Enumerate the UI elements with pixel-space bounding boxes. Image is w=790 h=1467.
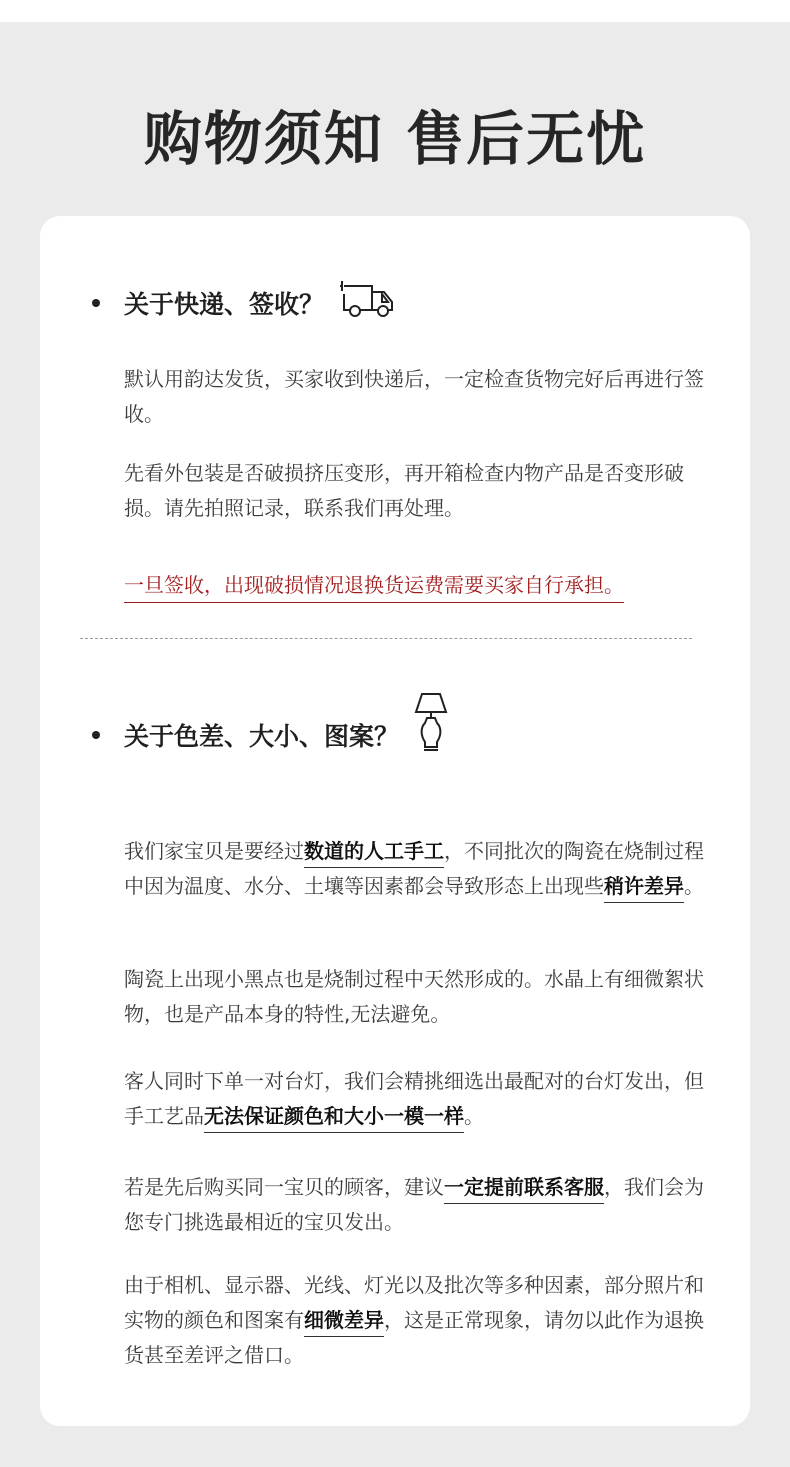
heading-text: 关于快递、签收？: [124, 290, 325, 319]
paragraph-delivery-1: 默认用韵达发货，买家收到快递后，一定检查货物完好后再进行签收。: [124, 367, 704, 426]
paragraph-color-2: 陶瓷上出现小黑点也是烧制过程中天然形成的。水晶上有细微絮状物，也是产品本身的特性,无法避免。: [124, 967, 704, 1026]
paragraph-delivery-2: 先看外包装是否破损挤压变形，再开箱检查内物产品是否变形破损。请先拍照记录，联系我们再处理。: [124, 461, 684, 520]
page-background: [0, 22, 790, 1467]
section-heading-color: [92, 712, 449, 758]
section-heading-delivery: [92, 280, 396, 326]
page-title: 购物须知 售后无忧: [143, 105, 647, 173]
dashed-divider: [80, 638, 692, 639]
paragraph-color-5: 由于相机、显示器、光线、灯光以及批次等多种因素，部分照片和实物的颜色和图案有细微差异，这是正常现象，请勿以此作为退换货甚至差评之借口。: [124, 1273, 704, 1367]
bullet-dot: [92, 731, 100, 739]
emphasis-text: 细微差异: [304, 1308, 384, 1337]
emphasis-text: 稍许差异: [604, 874, 684, 903]
lamp-icon: [413, 692, 449, 758]
bullet-dot: [92, 299, 100, 307]
paragraph-color-3: 客人同时下单一对台灯，我们会精挑细选出最配对的台灯发出，但手工艺品无法保证颜色和大小一模一样。: [124, 1064, 704, 1134]
truck-icon: [338, 280, 396, 326]
emphasis-text: 一定提前联系客服: [444, 1175, 604, 1204]
paragraph-color-4: 若是先后购买同一宝贝的顾客，建议一定提前联系客服，我们会为您专门挑选最相近的宝贝发出。: [124, 1175, 704, 1234]
emphasis-text: 数道的人工手工: [304, 839, 444, 868]
notice-card: [40, 216, 750, 1426]
emphasis-text: 无法保证颜色和大小一模一样: [204, 1104, 464, 1133]
warning-text: 一旦签收，出现破损情况退换货运费需要买家自行承担。: [124, 570, 624, 603]
paragraph-color-1: 我们家宝贝是要经过数道的人工手工，不同批次的陶瓷在烧制过程中因为温度、水分、土壤等因素都会导致形态上出现些稍许差异。: [124, 834, 704, 904]
heading-text: 关于色差、大小、图案？: [124, 722, 400, 751]
